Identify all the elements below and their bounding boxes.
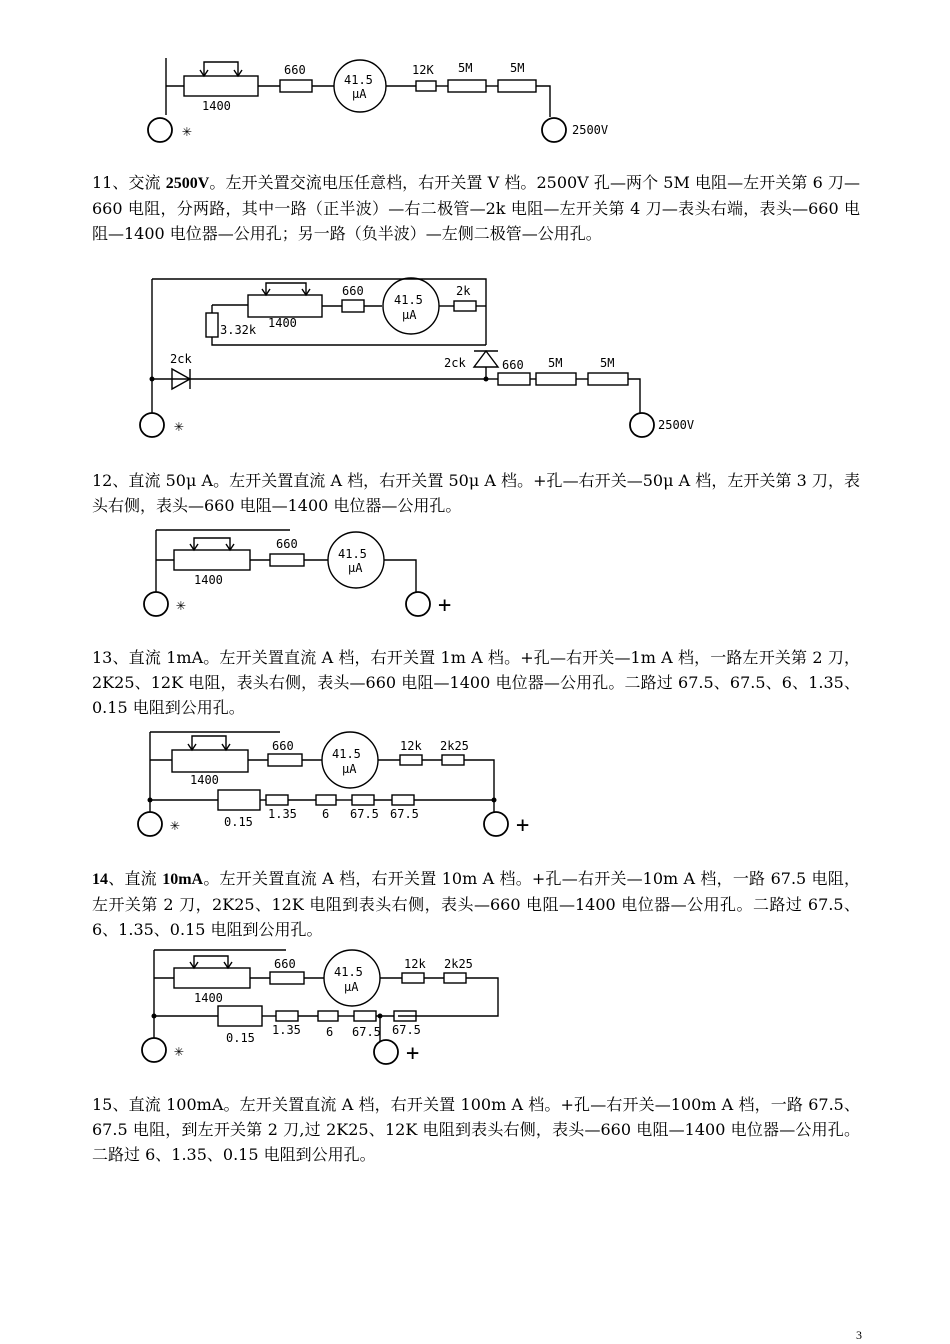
resistor-660: [342, 300, 364, 312]
component-label: 1400: [194, 573, 223, 587]
component-label: +: [516, 813, 530, 838]
common-terminal: [144, 592, 168, 616]
component-label: 660: [274, 957, 296, 971]
pot-label: 1400: [202, 99, 231, 113]
component-label: 1400: [194, 991, 223, 1005]
component-label: 2ck: [170, 352, 192, 366]
paragraph-11: 11、交流 2500V。左开关置交流电压任意档，右开关置 V 档。2500V 孔—两个 5M 电阻—左开关第 6 刀—660 电阻，分两路，其中一路（正半波）—右二极管—2k 电阻—左开关第 4 刀—表头右端，表头—660 电阻—1400 电位器—公用孔；另一路（负半波）—左侧二极管—公用孔。: [92, 173, 860, 243]
paragraph-12: 12、直流 50μ A。左开关置直流 A 档，右开关置 50μ A 档。+孔—右开关—50μ A 档，左开关第 3 刀，表头右侧，表头—660 电阻—1400 电位器—公用孔。: [92, 471, 860, 515]
resistor-0-15: [218, 790, 260, 810]
circuit-wire: [194, 538, 230, 550]
component-label: 12k: [400, 739, 422, 753]
circuit-wire: [204, 62, 238, 76]
resistor-1-35: [266, 795, 288, 805]
plus-terminal: [484, 812, 508, 836]
page-number: 3: [856, 1328, 862, 1342]
component-label: ✳: [170, 815, 180, 834]
resistor-660: [280, 80, 312, 92]
component-label: 2k: [456, 284, 471, 298]
component-label: 41.5: [334, 965, 363, 979]
circuit-wire: [464, 760, 494, 812]
component-label: 12K: [412, 63, 434, 77]
circuit-wire: [152, 1014, 157, 1019]
component-label: 2500V: [572, 123, 609, 137]
common-terminal: [148, 118, 172, 142]
component-label: ✳: [182, 121, 192, 140]
component-label: 660: [284, 63, 306, 77]
component-label: 6: [322, 807, 330, 821]
component-label: 2500V: [658, 418, 695, 432]
circuit-wire: [492, 798, 497, 803]
common-terminal: [138, 812, 162, 836]
component-label: 5M: [548, 356, 563, 370]
component-label: 1400: [268, 316, 297, 330]
component-label: 0.15: [224, 815, 253, 829]
potentiometer-1400: [174, 968, 250, 988]
circuit-wire: [152, 279, 486, 345]
diode-right: [474, 351, 498, 367]
paragraph-13: 13、直流 1mA。左开关置直流 A 档，右开关置 1m A 档。+孔—右开关—1m A 档，一路左开关第 2 刀，2K25、12K 电阻，表头右侧，表头—660 电阻—1400 电位器—公用孔。二路过 67.5、67.5、6、1.35、0.15 电阻到公用孔。: [92, 648, 860, 717]
resistor-67-5-b: [392, 795, 414, 805]
resistor-12k: [402, 973, 424, 983]
resistor-660-b: [498, 373, 530, 385]
paragraph-14: 14、直流 10mA。左开关置直流 A 档，右开关置 10m A 档。+孔—右开关—10m A 档，一路 67.5 电阻，左开关第 2 刀，2K25、12K 电阻到表头右侧，表头—660 电阻—1400 电位器—公用孔。二路过 67.5、6、1.35、0.15 电阻到公用孔。: [92, 869, 860, 939]
resistor-1-35: [276, 1011, 298, 1021]
plus-terminal: [406, 592, 430, 616]
resistor-2k25: [444, 973, 466, 983]
component-label: 67.5: [390, 807, 419, 821]
component-label: 12k: [404, 957, 426, 971]
resistor-2k: [454, 301, 476, 311]
resistor-5m-2: [588, 373, 628, 385]
component-label: 67.5: [352, 1025, 381, 1039]
component-label: 5M: [510, 61, 525, 75]
component-label: 1.35: [268, 807, 297, 821]
component-label: 3.32k: [220, 323, 257, 337]
resistor-6: [316, 795, 336, 805]
circuit-wire: [384, 560, 416, 592]
resistor-12k: [416, 81, 436, 91]
resistor-67-5-a: [354, 1011, 376, 1021]
circuit-wire: [150, 377, 155, 382]
circuit-wire: [212, 337, 486, 345]
component-label: 41.5: [344, 73, 373, 87]
component-label: μA: [342, 762, 357, 776]
potentiometer-1400: [172, 750, 248, 772]
potentiometer-1400: [248, 295, 322, 317]
component-label: 6: [326, 1025, 334, 1039]
resistor-660: [268, 754, 302, 766]
circuit-diagram-10ma: [130, 946, 550, 1071]
circuit-diagram-2500v-partial: [140, 52, 640, 152]
component-label: +: [438, 593, 452, 618]
resistor-5m-2: [498, 80, 536, 92]
terminal-2500v: [630, 413, 654, 437]
paragraph-15: 15、直流 100mA。左开关置直流 A 档，右开关置 100m A 档。+孔—右开关—100m A 档，一路 67.5、67.5 电阻，到左开关第 2 刀,过 2K25、12K 电阻到表头右侧，表头—660 电阻—1400 电位器—公用孔。二路过 6、1.35、0.15 电阻到公用孔。: [92, 1095, 860, 1164]
resistor-0-15: [218, 1006, 262, 1026]
circuit-wire: [536, 86, 550, 117]
component-label: ✳: [176, 595, 186, 614]
component-label: 2ck: [444, 356, 466, 370]
resistor-660: [270, 972, 304, 984]
component-label: μA: [402, 308, 417, 322]
potentiometer-1400: [174, 550, 250, 570]
component-label: 2k25: [444, 957, 473, 971]
circuit-wire: [192, 736, 226, 750]
circuit-diagram-2500v-ac: [130, 275, 720, 445]
component-label: μA: [344, 980, 359, 994]
potentiometer-1400: [184, 76, 258, 96]
component-label: ✳: [174, 416, 184, 435]
resistor-5m-1: [448, 80, 486, 92]
circuit-diagram-50ua: [130, 526, 480, 626]
component-label: 660: [276, 537, 298, 551]
component-label: 5M: [458, 61, 473, 75]
component-label: 41.5: [394, 293, 423, 307]
plus-terminal: [374, 1040, 398, 1064]
terminal-2500v: [542, 118, 566, 142]
component-label: 41.5: [338, 547, 367, 561]
component-label: 0.15: [226, 1031, 255, 1045]
component-label: 1.35: [272, 1023, 301, 1037]
component-label: 660: [342, 284, 364, 298]
common-terminal: [140, 413, 164, 437]
resistor-12k: [400, 755, 422, 765]
component-label: μA: [348, 561, 363, 575]
component-label: 5M: [600, 356, 615, 370]
component-label: 660: [272, 739, 294, 753]
component-label: +: [406, 1041, 420, 1066]
component-label: 1400: [190, 773, 219, 787]
circuit-diagram-1ma: [130, 728, 550, 843]
component-label: 67.5: [350, 807, 379, 821]
component-label: 67.5: [392, 1023, 421, 1037]
resistor-660: [270, 554, 304, 566]
resistor-3-32k: [206, 313, 218, 337]
component-label: 2k25: [440, 739, 469, 753]
resistor-6: [318, 1011, 338, 1021]
component-label: ✳: [174, 1041, 184, 1060]
circuit-wire: [628, 379, 640, 413]
circuit-wire: [398, 978, 498, 1016]
circuit-wire: [266, 283, 306, 295]
circuit-wire: [194, 956, 228, 968]
component-label: μA: [352, 87, 367, 101]
resistor-5m-1: [536, 373, 576, 385]
component-label: 660: [502, 358, 524, 372]
resistor-2k25: [442, 755, 464, 765]
common-terminal: [142, 1038, 166, 1062]
component-label: 41.5: [332, 747, 361, 761]
circuit-wire: [148, 798, 153, 803]
resistor-67-5-a: [352, 795, 374, 805]
